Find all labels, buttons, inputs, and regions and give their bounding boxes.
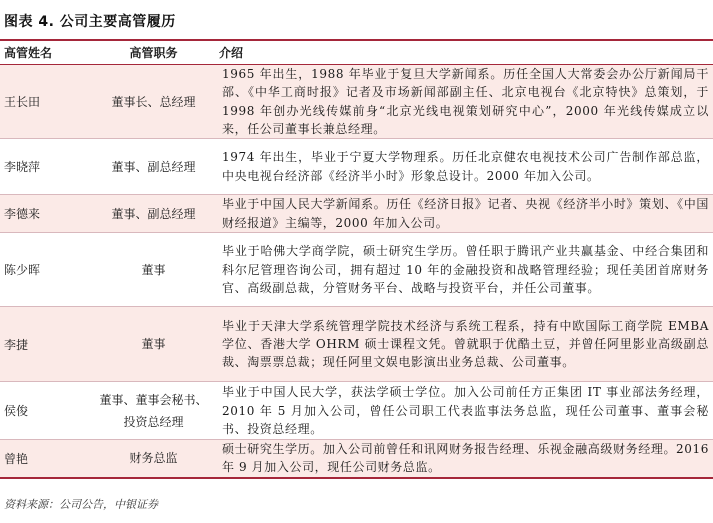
source-note: 资料来源：公司公告，中银证券 bbox=[4, 498, 158, 511]
exec-bio: 1974 年出生，毕业于宁夏大学物理系。历任北京健农电视技术公司广告制作部总监，中央电视台经济部《经济半小时》形象总设计。2000 年加入公司。 bbox=[215, 139, 713, 195]
chart-title: 图表 4. 公司主要高管履历 bbox=[4, 14, 176, 30]
header-row bbox=[0, 41, 713, 65]
exec-position: 董事 bbox=[92, 307, 215, 382]
exec-bio: 毕业于哈佛大学商学院，硕士研究生学历。曾任职于腾讯产业共赢基金、中经合集团和科尔尼管理咨询公司，拥有超过 10 年的金融投资和战略管理经验；现任美团首席财务官、高级副总裁，分管财务平台、战略与投资平台，并任公司董事。 bbox=[215, 233, 713, 307]
exec-position: 董事 bbox=[92, 233, 215, 307]
exec-position: 董事、副总经理 bbox=[92, 195, 215, 233]
exec-position: 董事、副总经理 bbox=[92, 139, 215, 195]
table-row bbox=[0, 233, 713, 307]
exec-name: 李晓萍 bbox=[0, 139, 92, 195]
exec-name: 王长田 bbox=[0, 65, 92, 139]
exec-position: 财务总监 bbox=[92, 440, 215, 478]
table-row bbox=[0, 440, 713, 478]
header-position: 高管职务 bbox=[92, 41, 215, 65]
exec-name: 侯俊 bbox=[0, 382, 92, 440]
exec-bio: 毕业于天津大学系统管理学院技术经济与系统工程系，持有中欧国际工商学院 EMBA 学位、香港大学 OHRM 硕士课程文凭。曾就职于优酷土豆，并曾任阿里影业高级副总裁、淘票票总裁；现任阿里文娱电影演出业务总裁、公司董事。 bbox=[215, 307, 713, 382]
table-row bbox=[0, 307, 713, 382]
exec-name: 李捷 bbox=[0, 307, 92, 382]
exec-name: 陈少晖 bbox=[0, 233, 92, 307]
exec-name: 曾艳 bbox=[0, 440, 92, 478]
table-row bbox=[0, 139, 713, 195]
header-intro: 介绍 bbox=[215, 41, 713, 65]
table-row bbox=[0, 195, 713, 233]
exec-position: 董事长、总经理 bbox=[92, 65, 215, 139]
exec-bio: 硕士研究生学历。加入公司前曾任和讯网财务报告经理、乐视金融高级财务经理。2016 年 9 月加入公司，现任公司财务总监。 bbox=[215, 440, 713, 478]
executive-table bbox=[0, 41, 713, 479]
exec-position: 董事、董事会秘书、投资总经理 bbox=[92, 382, 215, 440]
exec-bio: 毕业于中国人民大学新闻系。历任《经济日报》记者、央视《经济半小时》策划、《中国财经报道》主编等，2000 年加入公司。 bbox=[215, 195, 713, 233]
table-row bbox=[0, 382, 713, 440]
exec-bio: 毕业于中国人民大学，获法学硕士学位。加入公司前任方正集团 IT 事业部法务经理，2010 年 5 月加入公司，曾任公司职工代表监事法务总监，现任公司董事、董事会秘书、投资总经理。 bbox=[215, 382, 713, 440]
exec-bio: 1965 年出生，1988 年毕业于复旦大学新闻系。历任全国人大常委会办公厅新闻局干部、《中华工商时报》记者及市场新闻部副主任、北京电视台《北京特快》总策划，于 1998 年创办光线传媒前身“北京光线电视策划研究中心”，2000 年光线传媒成立以来，任公司董事长兼总经理。 bbox=[215, 65, 713, 139]
header-name: 高管姓名 bbox=[0, 41, 92, 65]
table-row bbox=[0, 65, 713, 139]
exec-name: 李德来 bbox=[0, 195, 92, 233]
